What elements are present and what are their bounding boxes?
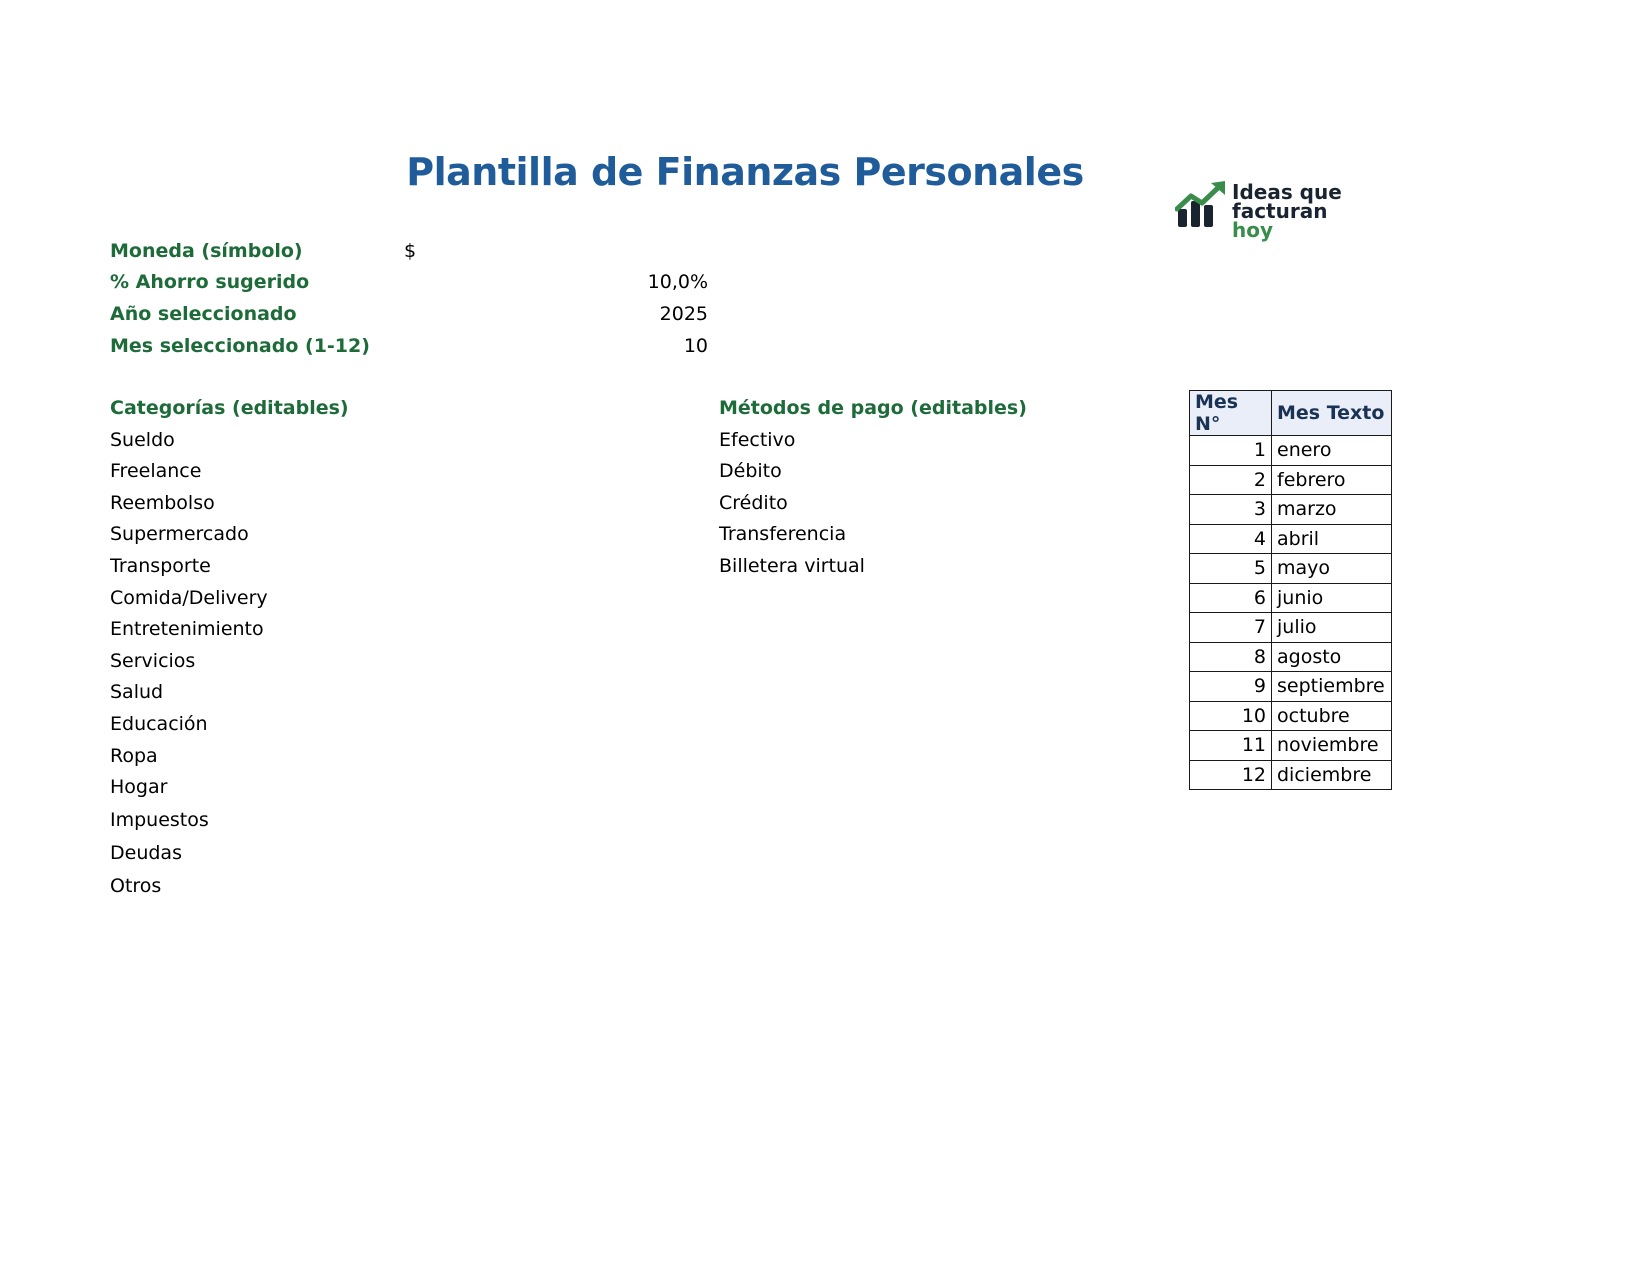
- settings-value-year[interactable]: 2025: [659, 303, 708, 325]
- table-row: [1190, 642, 1392, 672]
- category-item[interactable]: Supermercado: [110, 523, 249, 545]
- month-text-cell[interactable]: diciembre: [1272, 760, 1392, 790]
- month-text-cell[interactable]: octubre: [1272, 701, 1392, 731]
- category-item[interactable]: Ropa: [110, 745, 158, 767]
- table-row: [1190, 554, 1392, 584]
- category-item[interactable]: Salud: [110, 681, 164, 703]
- category-item[interactable]: Deudas: [110, 842, 182, 864]
- payment-method-item[interactable]: Transferencia: [719, 523, 847, 545]
- month-text-cell[interactable]: agosto: [1272, 642, 1392, 672]
- category-item[interactable]: Reembolso: [110, 492, 215, 514]
- month-number-cell[interactable]: 3: [1190, 495, 1272, 525]
- brand-logo: [1170, 175, 1370, 245]
- table-row: [1190, 495, 1392, 525]
- table-header-row: [1190, 391, 1392, 436]
- month-text-cell[interactable]: abril: [1272, 524, 1392, 554]
- table-row: [1190, 524, 1392, 554]
- month-number-cell[interactable]: 7: [1190, 613, 1272, 643]
- month-number-cell[interactable]: 12: [1190, 760, 1272, 790]
- month-text-cell[interactable]: septiembre: [1272, 672, 1392, 702]
- month-text-cell[interactable]: julio: [1272, 613, 1392, 643]
- column-header-month-text: Mes Texto: [1272, 391, 1392, 436]
- category-item[interactable]: Otros: [110, 875, 162, 897]
- page-title: Plantilla de Finanzas Personales: [406, 150, 1084, 194]
- settings-label-savings: % Ahorro sugerido: [110, 271, 310, 293]
- payment-method-item[interactable]: Efectivo: [719, 429, 796, 451]
- month-number-cell[interactable]: 11: [1190, 731, 1272, 761]
- table-row: [1190, 760, 1392, 790]
- table-row: [1190, 465, 1392, 495]
- settings-label-year: Año seleccionado: [110, 303, 297, 325]
- table-row: [1190, 731, 1392, 761]
- table-row: [1190, 701, 1392, 731]
- settings-value-savings[interactable]: 10,0%: [647, 271, 708, 293]
- month-text-cell[interactable]: enero: [1272, 436, 1392, 466]
- payment-methods-header: Métodos de pago (editables): [719, 397, 1027, 419]
- category-item[interactable]: Freelance: [110, 460, 202, 482]
- month-number-cell[interactable]: 8: [1190, 642, 1272, 672]
- category-item[interactable]: Entretenimiento: [110, 618, 264, 640]
- logo-line-2: facturan: [1232, 199, 1328, 223]
- payment-method-item[interactable]: Débito: [719, 460, 782, 482]
- month-text-cell[interactable]: febrero: [1272, 465, 1392, 495]
- logo-line-1: Ideas que: [1232, 180, 1342, 204]
- category-item[interactable]: Servicios: [110, 650, 196, 672]
- month-number-cell[interactable]: 1: [1190, 436, 1272, 466]
- category-item[interactable]: Sueldo: [110, 429, 175, 451]
- month-number-cell[interactable]: 10: [1190, 701, 1272, 731]
- month-text-cell[interactable]: marzo: [1272, 495, 1392, 525]
- month-table: [1189, 390, 1392, 790]
- month-number-cell[interactable]: 4: [1190, 524, 1272, 554]
- categories-header: Categorías (editables): [110, 397, 349, 419]
- month-number-cell[interactable]: 9: [1190, 672, 1272, 702]
- month-text-cell[interactable]: junio: [1272, 583, 1392, 613]
- month-text-cell[interactable]: noviembre: [1272, 731, 1392, 761]
- category-item[interactable]: Transporte: [110, 555, 211, 577]
- table-row: [1190, 583, 1392, 613]
- month-text-cell[interactable]: mayo: [1272, 554, 1392, 584]
- settings-value-currency[interactable]: $: [404, 240, 417, 262]
- settings-label-currency: Moneda (símbolo): [110, 240, 303, 262]
- month-number-cell[interactable]: 5: [1190, 554, 1272, 584]
- growth-chart-icon: [1175, 179, 1231, 231]
- category-item[interactable]: Impuestos: [110, 809, 209, 831]
- category-item[interactable]: Comida/Delivery: [110, 587, 268, 609]
- month-number-cell[interactable]: 6: [1190, 583, 1272, 613]
- table-row: [1190, 672, 1392, 702]
- logo-line-3: hoy: [1232, 218, 1274, 242]
- logo-wordmark: [1232, 180, 1342, 242]
- payment-method-item[interactable]: Crédito: [719, 492, 788, 514]
- table-row: [1190, 436, 1392, 466]
- table-row: [1190, 613, 1392, 643]
- category-item[interactable]: Hogar: [110, 776, 168, 798]
- payment-method-item[interactable]: Billetera virtual: [719, 555, 865, 577]
- column-header-month-number: Mes N°: [1190, 391, 1272, 436]
- category-item[interactable]: Educación: [110, 713, 208, 735]
- month-number-cell[interactable]: 2: [1190, 465, 1272, 495]
- settings-label-month: Mes seleccionado (1-12): [110, 335, 370, 357]
- settings-value-month[interactable]: 10: [683, 335, 708, 357]
